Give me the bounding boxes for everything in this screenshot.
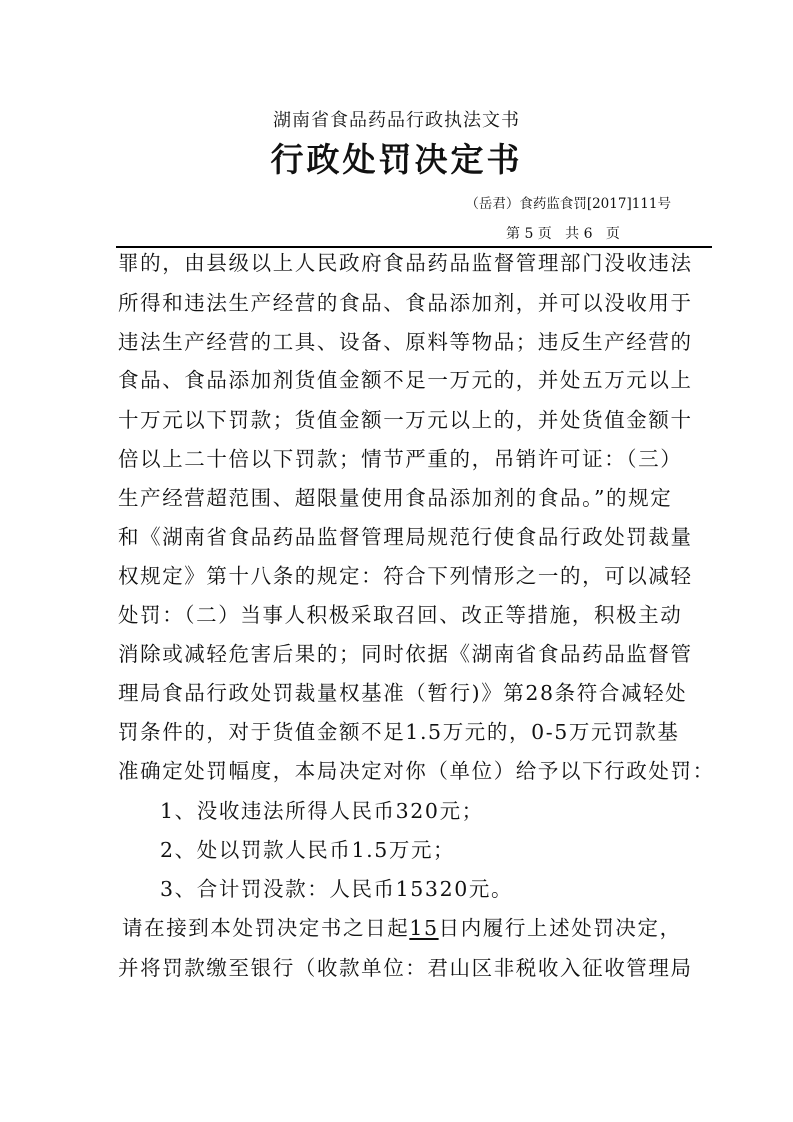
body-line: 理局食品行政处罚裁量权基准（暂行)》第28条符合减轻处	[118, 681, 688, 705]
header-divider	[116, 246, 712, 248]
payment-notice	[122, 914, 682, 942]
body-line: 食品、食品添加剂货值金额不足一万元的，并处五万元以上	[118, 368, 693, 392]
notice-prefix: 请在接到本处罚决定书之日起	[122, 916, 410, 940]
penalty-item: 2、处以罚款人民币1.5万元；	[160, 838, 456, 862]
notice-suffix: 日内履行上述处罚决定，	[438, 916, 682, 940]
body-line: 违法生产经营的工具、设备、原料等物品；违反生产经营的	[118, 330, 693, 354]
body-line: 和《湖南省食品药品监督管理局规范行使食品行政处罚裁量	[118, 525, 693, 549]
body-line: 处罚：（二）当事人积极采取召回、改正等措施，积极主动	[118, 603, 683, 627]
notice-days: 15	[409, 916, 439, 940]
body-line: 罚条件的，对于货值金额不足1.5万元的，0-5万元罚款基	[118, 720, 680, 744]
agency-heading: 湖南省食品药品行政执法文书	[273, 110, 520, 131]
document-number: （岳君）食药监食罚[2017]111号	[465, 196, 671, 212]
body-line: 十万元以下罚款；货值金额一万元以上的，并处货值金额十	[118, 408, 693, 432]
body-line: 罪的，由县级以上人民政府食品药品监督管理部门没收违法	[118, 251, 693, 275]
body-line: 倍以上二十倍以下罚款；情节严重的，吊销许可证：（三）	[118, 447, 683, 471]
body-line: 准确定处罚幅度，本局决定对你（单位）给予以下行政处罚：	[118, 759, 715, 783]
body-line: 所得和违法生产经营的食品、食品添加剂，并可以没收用于	[118, 291, 693, 315]
body-line: 并将罚款缴至银行（收款单位：君山区非税收入征收管理局	[118, 956, 693, 980]
document-title: 行政处罚决定书	[270, 140, 523, 179]
body-line: 生产经营超范围、超限量使用食品添加剂的食品。”的规定	[118, 486, 673, 510]
page-indicator: 第 5 页 共 6 页	[506, 226, 620, 242]
penalty-item: 3、合计罚没款：人民币15320元。	[160, 877, 514, 901]
body-line: 权规定》第十八条的规定：符合下列情形之一的，可以减轻	[118, 564, 693, 588]
body-line: 消除或减轻危害后果的；同时依据《湖南省食品药品监督管	[118, 642, 693, 666]
penalty-item: 1、没收违法所得人民币320元；	[160, 799, 484, 823]
